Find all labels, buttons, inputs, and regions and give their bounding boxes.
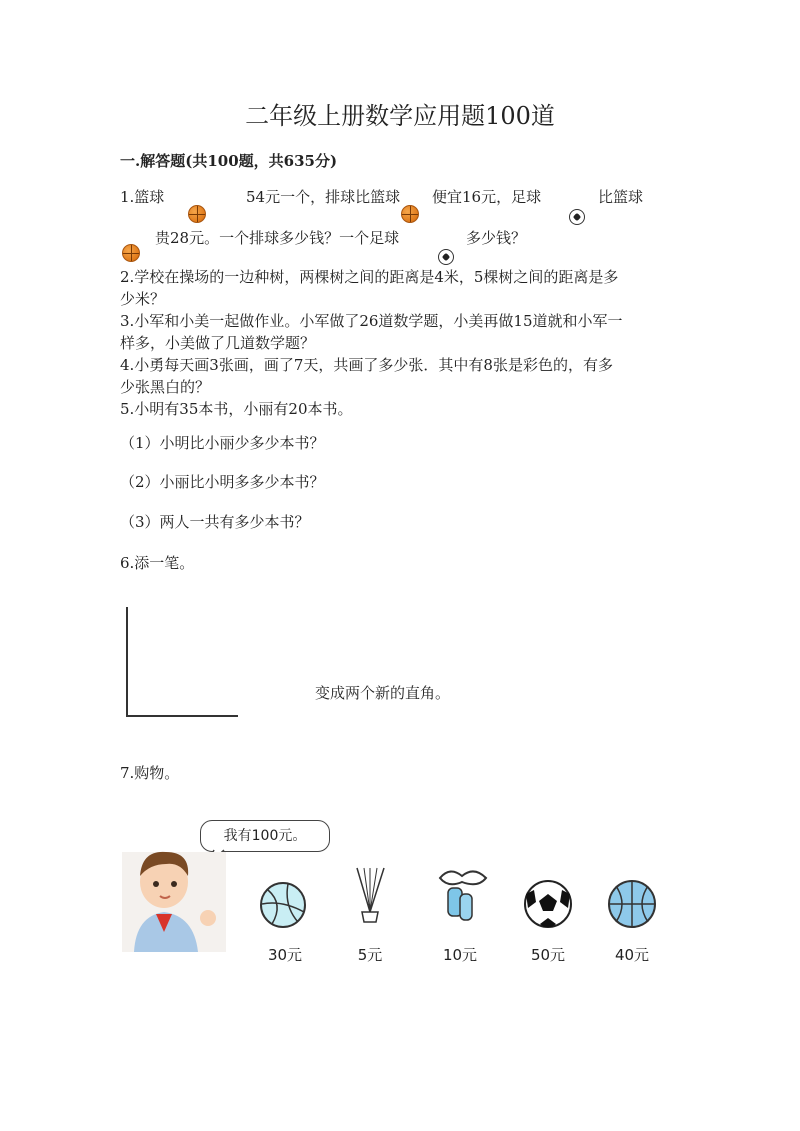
q3-line-2: 样多，小美做了几道数学题？ (120, 334, 316, 352)
q4-line-1: 4.小勇每天画3张画，画了7天，共画了多少张．其中有8张是彩色的，有多 (120, 356, 613, 374)
q6-caption: 变成两个新的直角。 (315, 684, 451, 702)
right-angle-figure (126, 607, 238, 717)
basketball-large-icon (609, 881, 655, 927)
q2-line-2: 少米？ (120, 290, 166, 308)
q1-text-e: 贵28元。一个排球多少钱？一个足球 (155, 229, 400, 247)
q1-text-f: 多少钱？ (466, 229, 527, 247)
q5-sub-1: （1）小明比小丽少多少本书？ (120, 434, 325, 452)
q1-text-a: 1.篮球 (120, 188, 165, 206)
q7-line: 7.购物。 (120, 764, 180, 782)
price-shuttlecock: 5元 (357, 946, 383, 964)
page-title: 二年级上册数学应用题100道 (245, 102, 555, 130)
shuttlecock-icon (357, 868, 384, 922)
soccer-ball-large-icon (525, 881, 571, 927)
q1-text-b: 54元一个，排球比篮球 (246, 188, 401, 206)
basketball-icon (401, 205, 419, 223)
jump-rope-icon (440, 871, 486, 920)
section-heading: 一.解答题(共100题，共635分) (120, 152, 338, 170)
q4-line-2: 少张黑白的？ (120, 378, 211, 396)
q5-sub-2: （2）小丽比小明多多少本书？ (120, 473, 325, 491)
price-soccer-ball: 50元 (530, 946, 566, 964)
q3-line-1: 3.小军和小美一起做作业。小军做了26道数学题，小美再做15道就和小军一 (120, 312, 623, 330)
boy-illustration (122, 852, 226, 952)
price-volleyball: 30元 (267, 946, 303, 964)
q1-text-d: 比篮球 (598, 188, 644, 206)
basketball-icon (122, 244, 140, 262)
basketball-icon (188, 205, 206, 223)
q5-line: 5.小明有35本书，小丽有20本书。 (120, 400, 353, 418)
price-basketball: 40元 (614, 946, 650, 964)
volleyball-icon (261, 883, 305, 927)
q6-line: 6.添一笔。 (120, 554, 195, 572)
q2-line-1: 2.学校在操场的一边种树，两棵树之间的距离是4米，5棵树之间的距离是多 (120, 268, 619, 286)
speech-bubble: 我有100元。 (200, 820, 330, 852)
soccer-ball-icon (438, 249, 454, 265)
q5-sub-3: （3）两人一共有多少本书？ (120, 513, 310, 531)
price-jump-rope: 10元 (442, 946, 478, 964)
soccer-ball-icon (569, 209, 585, 225)
q1-text-c: 便宜16元，足球 (432, 188, 542, 206)
